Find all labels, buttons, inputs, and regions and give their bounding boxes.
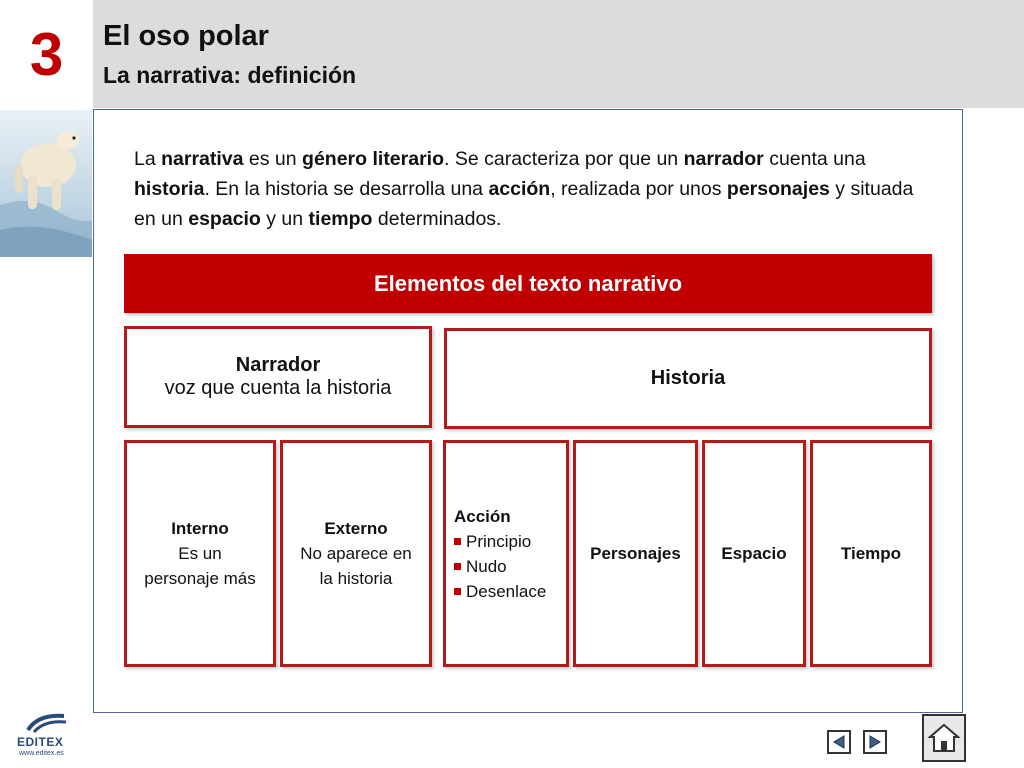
- intro-text: determinados.: [372, 208, 502, 230]
- intro-keyword: acción: [488, 178, 551, 200]
- intro-keyword: historia: [134, 178, 205, 200]
- accion-item: Nudo: [454, 554, 546, 579]
- accion-item: Desenlace: [454, 579, 546, 604]
- personajes-box: [573, 440, 698, 667]
- intro-keyword: narrador: [683, 148, 764, 170]
- narrador-title: Narrador: [235, 354, 321, 376]
- home-icon: [927, 721, 961, 755]
- espacio-box: [702, 440, 806, 667]
- intro-keyword: género literario: [302, 148, 445, 170]
- intro-keyword: narrativa: [161, 148, 244, 170]
- accion-title: Acción: [454, 506, 511, 526]
- intro-text: , realizada por unos: [550, 178, 727, 200]
- interno-line2: personaje más: [144, 569, 256, 588]
- elements-banner: Elementos del texto narrativo: [124, 254, 932, 313]
- accion-list: [454, 529, 546, 604]
- externo-title: Externo: [324, 519, 388, 538]
- page-subtitle: La narrativa: definición: [103, 62, 357, 88]
- chapter-number: 3: [29, 20, 64, 88]
- historia-box: [444, 328, 932, 429]
- home-button[interactable]: [922, 714, 966, 762]
- intro-paragraph: [134, 144, 934, 234]
- prev-button[interactable]: [827, 730, 851, 754]
- accion-item: Principio: [454, 529, 546, 554]
- externo-line2: la historia: [319, 569, 393, 588]
- tiempo-title: Tiempo: [840, 544, 902, 563]
- interno-line1: Es un: [178, 544, 222, 563]
- polar-bear-image: [0, 110, 92, 257]
- externo-line1: No aparece en: [300, 544, 412, 563]
- logo-url: www.editex.es: [19, 750, 64, 757]
- intro-keyword: tiempo: [308, 208, 373, 230]
- personajes-title: Personajes: [590, 544, 681, 563]
- externo-box: [280, 440, 432, 667]
- bullet-square-icon: [454, 538, 461, 545]
- narrador-description: voz que cuenta la historia: [164, 377, 392, 399]
- narrador-box: [124, 326, 432, 428]
- espacio-title: Espacio: [721, 544, 787, 563]
- page-title: El oso polar: [103, 20, 269, 52]
- intro-text: . Se caracteriza por que un: [444, 148, 684, 170]
- tiempo-box: [810, 440, 932, 667]
- intro-text: La: [134, 148, 162, 170]
- intro-keyword: personajes: [726, 178, 830, 200]
- interno-box: [124, 440, 276, 667]
- intro-text: y un: [260, 208, 309, 230]
- header-band: [93, 0, 1024, 108]
- intro-keyword: espacio: [188, 208, 261, 230]
- logo-word: EDITEX: [17, 735, 64, 749]
- next-arrow-icon: [867, 734, 883, 750]
- prev-arrow-icon: [831, 734, 847, 750]
- next-button[interactable]: [863, 730, 887, 754]
- intro-text: y situada en un: [134, 178, 914, 230]
- bullet-square-icon: [454, 563, 461, 570]
- accion-box: [443, 440, 569, 667]
- intro-text: cuenta una: [763, 148, 866, 170]
- bullet-square-icon: [454, 588, 461, 595]
- historia-title: Historia: [650, 367, 726, 389]
- intro-text: es un: [243, 148, 303, 170]
- interno-title: Interno: [171, 519, 229, 538]
- intro-text: . En la historia se desarrolla una: [204, 178, 489, 200]
